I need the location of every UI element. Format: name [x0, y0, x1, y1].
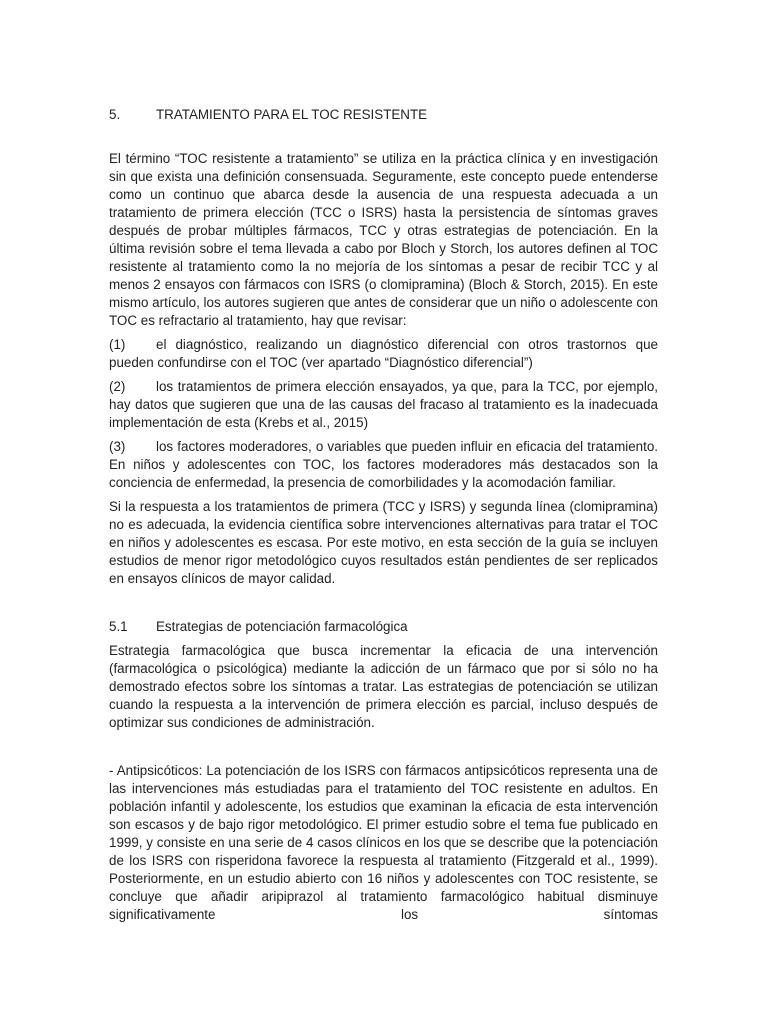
section-heading-5: [109, 106, 658, 124]
potentiation-paragraph: Estrategia farmacológica que busca incrementar la eficacia de una intervención (farmacológica o psicológica) mediante la adicción de un fármaco que por si sólo no ha demostrado efectos sobre los síntomas a tratar. Las estrategias de potenciación se utilizan cuando la respuesta a la intervención de primera elección es parcial, incluso después de optimizar sus condiciones de administración.: [109, 643, 658, 730]
item-text: los tratamientos de primera elección ensayados, ya que, para la TCC, por ejemplo, hay datos que sugieren que una de las causas del fracaso al tratamiento es la inadecuada implementación de esta (Krebs et al., 2015): [109, 379, 658, 430]
review-item-2: [109, 378, 658, 432]
review-item-1: [109, 336, 658, 372]
review-item-3: [109, 438, 658, 492]
section-heading-5-1: [109, 618, 658, 636]
section-number: 5.: [109, 107, 121, 122]
intro-paragraph: El término “TOC resistente a tratamiento” se utiliza en la práctica clínica y en investigación sin que exista una definición consensuada. Seguramente, este concepto puede entenderse como un continuo que abarca desde la ausencia de una respuesta adecuada a un tratamiento de primera elección (TCC o ISRS) hasta la persistencia de síntomas graves después de probar múltiples fármacos, TCC y otras estrategias de potenciación. En la última revisión sobre el tema llevada a cabo por Bloch y Storch, los autores definen al TOC resistente al tratamiento como la no mejoría de los síntomas a pesar de recibir TCC y al menos 2 ensayos con fármacos con ISRS (o clomipramina) (Bloch & Storch, 2015). En este mismo artículo, los autores sugieren que antes de considerar que un niño o adolescente con TOC es refractario al tratamiento, hay que revisar:: [109, 151, 658, 328]
item-text: el diagnóstico, realizando un diagnóstico diferencial con otros trastornos que pueden confundirse con el TOC (ver apartado “Diagnóstico diferencial”): [109, 337, 658, 370]
section-number: 5.1: [109, 619, 128, 634]
section-title: TRATAMIENTO PARA EL TOC RESISTENTE: [156, 107, 428, 122]
item-number: (1): [109, 337, 126, 352]
item-number: (2): [109, 379, 126, 394]
document-page: [109, 106, 658, 930]
item-text: los factores moderadores, o variables que pueden influir en eficacia del tratamiento. En niños y adolescentes con TOC, los factores moderadores más destacados son la conciencia de enfermedad, la presencia de comorbilidades y la acomodación familiar.: [109, 439, 658, 490]
antipsychotics-paragraph: - Antipsicóticos: La potenciación de los ISRS con fármacos antipsicóticos representa una de las intervenciones más estudiadas para el tratamiento del TOC resistente en adultos. En población infantil y adolescente, los estudios que examinan la eficacia de esta intervención son escasos y de bajo rigor metodológico. El primer estudio sobre el tema fue publicado en 1999, y consiste en una serie de 4 casos clínicos en los que se describe que la potenciación de los ISRS con risperidona favorece la respuesta al tratamiento (Fitzgerald et al., 1999). Posteriormente, en un estudio abierto con 16 niños y adolescentes con TOC resistente, se concluye que añadir aripiprazol al tratamiento farmacológico habitual disminuye significativamente los síntomas: [109, 763, 658, 922]
item-number: (3): [109, 439, 126, 454]
section-title: Estrategias de potenciación farmacológica: [156, 619, 408, 634]
second-line-paragraph: Si la respuesta a los tratamientos de primera (TCC y ISRS) y segunda línea (clomipramina) no es adecuada, la evidencia científica sobre intervenciones alternativas para tratar el TOC en niños y adolescentes es escasa. Por este motivo, en esta sección de la guía se incluyen estudios de menor rigor metodológico cuyos resultados están pendientes de ser replicados en ensayos clínicos de mayor calidad.: [109, 499, 658, 586]
